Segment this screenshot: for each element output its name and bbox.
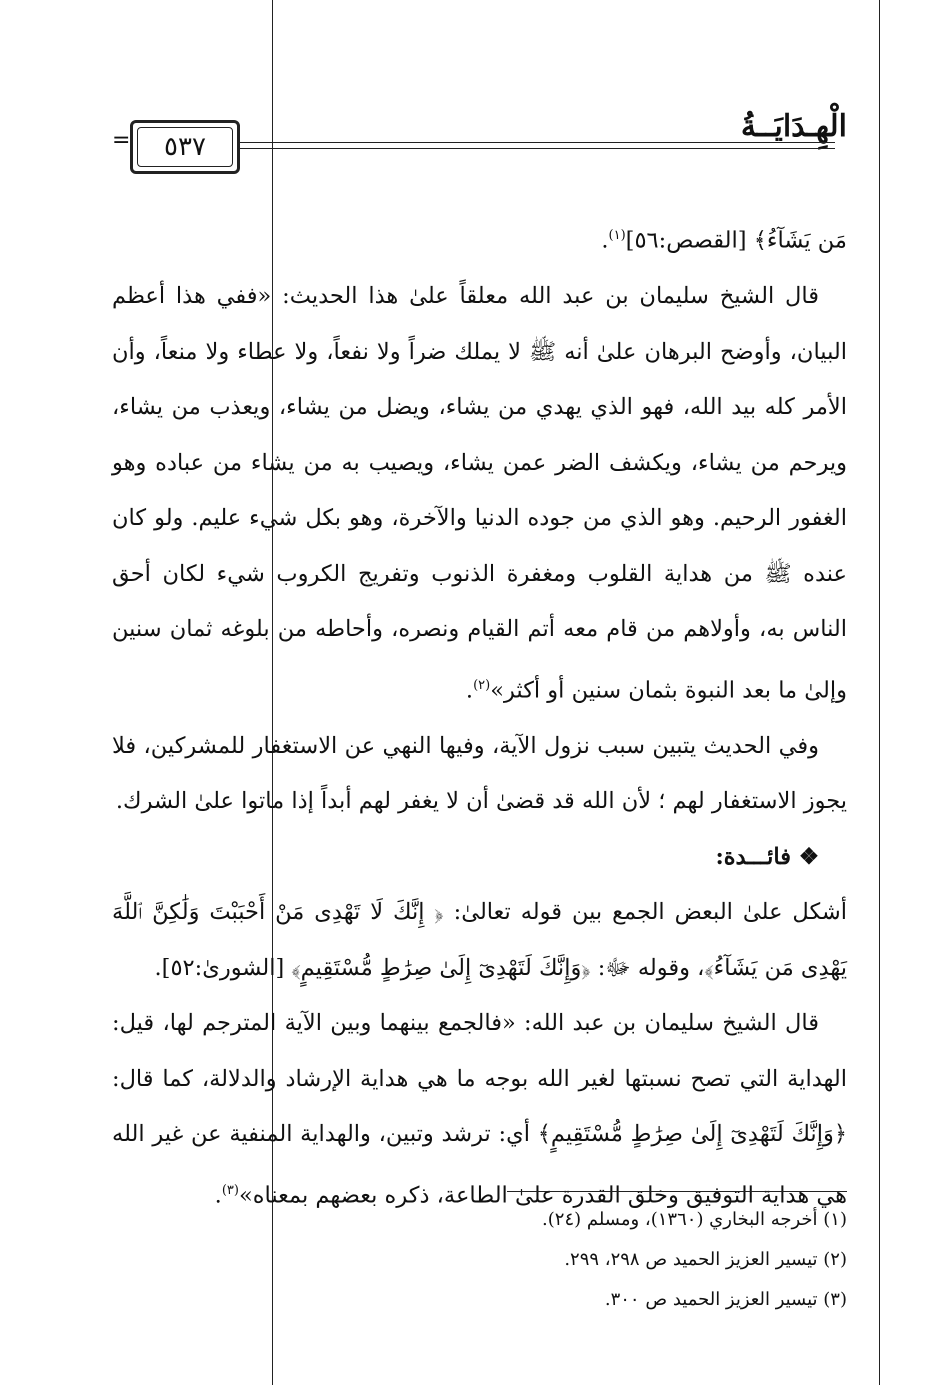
paragraph-quote-1: قال الشيخ سليمان بن عبد الله معلقاً علىٰ هذا الحديث: «ففي هذا أعظم البيان، وأوضح البرهان علىٰ أنه ﷺ لا يملك ضراً ولا نفعاً، ولا عطاء ولا منعاً، وأن الأمر كله بيد الله، فهو الذي يهدي من يشاء، ويضل من يشاء، ويعذب من يشاء، ويرحم من يشاء، ويكشف الضر عمن يشاء، ويصيب به من يشاء من عباده وهو الغفور الرحيم. وهو الذي من جوده الدنيا والآخرة، وهو بكل شيء عليم. ولو كان عنده ﷺ من هداية القلوب ومغفرة الذنوب وتفريج الكروب شيء لكان أحق الناس به، وأولاهم من قام معه أتم القيام ونصره، وأحاطه من بلوغه ثمان سنين وإلىٰ ما بعد النبوة بثمان سنين أو أكثر»$^{(٢)}$. — [112, 283, 847, 703]
footnote-ref-3: (٣) — [221, 1182, 239, 1198]
footnote-ref-1: (١) — [608, 228, 626, 243]
header-rule-bottom — [240, 148, 835, 149]
page-number-frame — [130, 120, 240, 174]
page-header — [112, 110, 847, 180]
footnote-separator — [507, 1191, 847, 1192]
section-subheading: ❖ فائـــدة: — [715, 843, 819, 870]
paragraph-verse-end: مَن يَشَآءُ﴾ [القصص:٥٦]$^{(١)}$. — [601, 227, 847, 254]
footnote-ref-2: (٢) — [473, 677, 491, 693]
footnotes — [300, 1200, 847, 1320]
scan-fold-line-right — [879, 0, 880, 1385]
page-body — [112, 208, 847, 1224]
header-rule-top — [240, 142, 835, 143]
footnote-3: (٣) تيسير العزيز الحميد ص ٣٠٠. — [604, 1289, 847, 1310]
book-title: الْهِـدَايَــةُ — [740, 109, 847, 144]
paragraph-commentary: وفي الحديث يتبين سبب نزول الآية، وفيها النهي عن الاستغفار للمشركين، فلا يجوز الاستغفار لهم ؛ لأن الله قد قضىٰ أن لا يغفر لهم أبداً إذا ماتوا علىٰ الشرك. — [112, 732, 847, 814]
paragraph-question: أشكل علىٰ البعض الجمع بين قوله تعالىٰ: ﴿ إِنَّكَ لَا تَهْدِى مَنْ أَحْبَبْتَ وَلَٰكِنَّ ٱللَّهَ يَهْدِى مَن يَشَآءُ﴾، وقوله ﷻ: ﴿وَإِنَّكَ لَتَهْدِىٓ إِلَىٰ صِرَٰطٍ مُّسْتَقِيمٍ﴾ [الشورىٰ:٥٢]. — [112, 899, 847, 981]
header-ornament: = — [112, 128, 131, 153]
paragraph-quote-2: قال الشيخ سليمان بن عبد الله: «فالجمع بينهما وبين الآية المترجم لها، قيل: الهداية التي تصح نسبتها لغير الله بوجه ما هي هداية الإرشاد والدلالة، كما قال: ﴿وَإِنَّكَ لَتَهْدِىٓ إِلَىٰ صِرَٰطٍ مُّسْتَقِيمٍ﴾ أي: ترشد وتبين، والهداية المنفية عن غير الله هي هداية التوفيق وخلق القدرة علىٰ الطاعة، ذكره بعضهم بمعناه»$^{(٣)}$. — [112, 1010, 847, 1208]
footnote-2: (٢) تيسير العزيز الحميد ص ٢٩٨، ٢٩٩. — [564, 1249, 847, 1270]
footnote-1: (١) أخرجه البخاري (١٣٦٠)، ومسلم (٢٤). — [542, 1209, 847, 1230]
page-number: ٥٣٧ — [137, 127, 233, 167]
